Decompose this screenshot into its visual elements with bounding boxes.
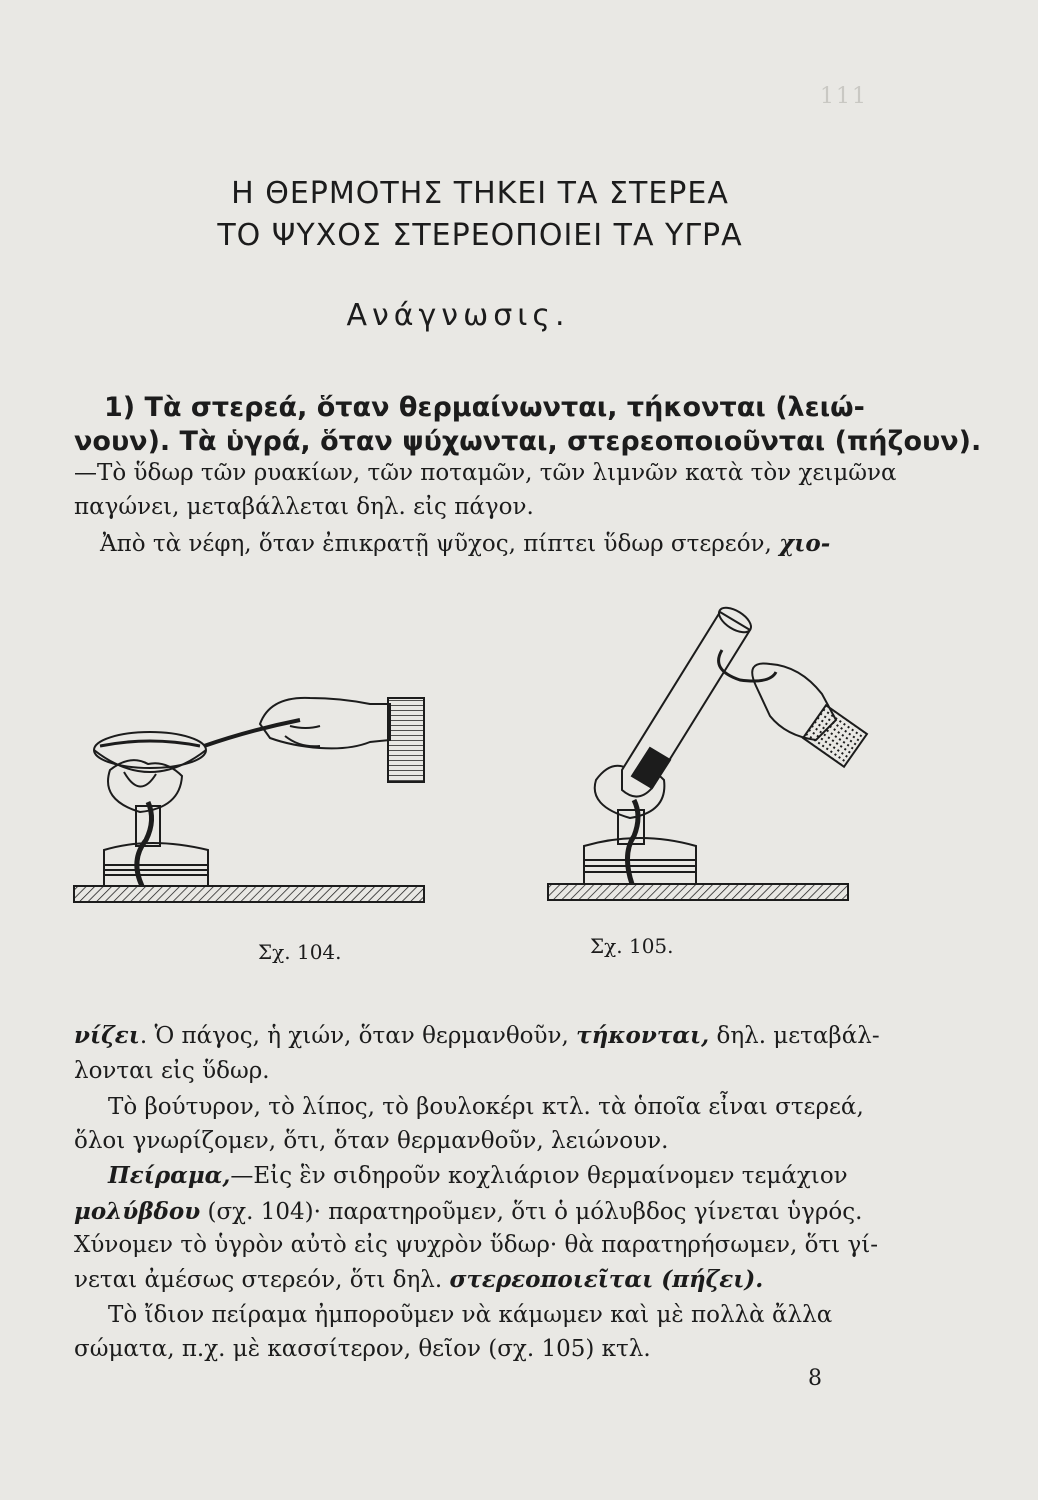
paragraph-2-emphasis: χιο-	[779, 530, 831, 557]
rule-line-1: 1) Τὰ στερεά, ὅταν θερμαίνωνται, τήκονται (λειώ-	[104, 392, 865, 423]
show-through-page-number: 111	[820, 84, 868, 109]
figure-105-illustration	[540, 590, 880, 910]
base-plate	[548, 884, 848, 900]
spoon-bowl	[94, 732, 206, 768]
paragraph-4-line-3: Χύνομεν τὸ ὑγρὸν αὐτὸ εἰς ψυχρὸν ὕδωρ· θὰ παρατηρήσωμεν, ὅτι γί-	[74, 1232, 879, 1258]
rule-line-2: νουν). Τὰ ὑγρά, ὅταν ψύχωνται, στερεοποιοῦνται (πήζουν).	[74, 426, 982, 457]
figure-105-caption: Σχ. 105.	[590, 934, 674, 958]
cuff	[803, 705, 867, 766]
paragraph-2-emphasis-2: νίζει	[74, 1022, 140, 1049]
experiment-label: Πείραμα,	[108, 1162, 231, 1189]
paragraph-2-text-2: . Ὁ πάγος, ἡ χιών, ὅταν θερμανθοῦν,	[139, 1023, 569, 1049]
paragraph-4-text-4: νεται ἀμέσως στερεόν, ὅτι δηλ.	[74, 1267, 443, 1293]
paragraph-4-emphasis-1: μολύβδου	[74, 1198, 201, 1225]
paragraph-2-line-3: λονται εἰς ὕδωρ.	[74, 1058, 270, 1084]
figure-104-illustration	[70, 690, 450, 920]
paragraph-2-line-1	[100, 530, 920, 557]
base-plate	[74, 886, 424, 902]
paragraph-2-emphasis-3: τήκονται,	[576, 1022, 710, 1049]
page-number: 8	[808, 1366, 822, 1391]
paragraph-3-line-1: Τὸ βούτυρον, τὸ λίπος, τὸ βουλοκέρι κτλ. τὰ ὁποῖα εἶναι στερεά,	[108, 1094, 864, 1120]
paragraph-2-text: Ἀπὸ τὰ νέφη, ὅταν ἐπικρατῇ ψῦχος, πίπτει ὕδωρ στερεόν,	[100, 531, 772, 557]
subtitle: Ανάγνωσις.	[346, 298, 570, 333]
paragraph-4-emphasis-2: στερεοποιεῖται (πήζει).	[449, 1266, 764, 1293]
paragraph-3-line-2: ὅλοι γνωρίζομεν, ὅτι, ὅταν θερμανθοῦν, λειώνουν.	[74, 1128, 669, 1154]
paragraph-5-line-2: σώματα, π.χ. μὲ κασσίτερον, θεῖον (σχ. 105) κτλ.	[74, 1336, 651, 1362]
paragraph-4-text-2: (σχ. 104)· παρατηροῦμεν, ὅτι ὁ μόλυβδος γίνεται ὑγρός.	[207, 1199, 863, 1225]
paragraph-4-text-1: —Εἰς ἓν σιδηροῦν κοχλιάριον θερμαίνομεν τεμάχιον	[230, 1163, 848, 1189]
paragraph-1-line-2: παγώνει, μεταβάλλεται δηλ. εἰς πάγον.	[74, 494, 534, 520]
paragraph-4-line-2	[74, 1198, 894, 1225]
figure-104-caption: Σχ. 104.	[258, 940, 342, 964]
paragraph-4-line-4	[74, 1266, 894, 1293]
cuff	[388, 698, 424, 782]
paragraph-2-line-2	[74, 1022, 894, 1049]
title-line-1: Η ΘΕΡΜΟΤΗΣ ΤΗΚΕΙ ΤΑ ΣΤΕΡΕΑ	[231, 176, 729, 211]
paragraph-1-line-1: —Τὸ ὕδωρ τῶν ρυακίων, τῶν ποταμῶν, τῶν λιμνῶν κατὰ τὸν χειμῶνα	[74, 460, 897, 486]
paragraph-4-line-1	[108, 1162, 928, 1189]
title-line-2: ΤΟ ΨΥΧΟΣ ΣΤΕΡΕΟΠΟΙΕΙ ΤΑ ΥΓΡΑ	[217, 218, 743, 253]
paragraph-2-text-3: δηλ. μεταβάλ-	[716, 1023, 880, 1049]
paragraph-5-line-1: Τὸ ἴδιον πείραμα ἠμποροῦμεν νὰ κάμωμεν καὶ μὲ πολλὰ ἄλλα	[108, 1302, 833, 1328]
